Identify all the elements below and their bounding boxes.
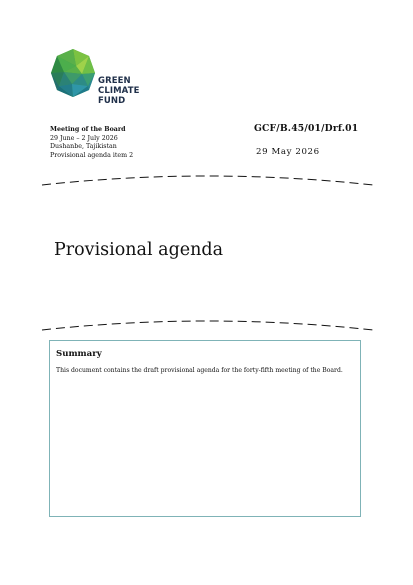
meeting-location: Dushanbe, Tajikistan <box>50 143 117 150</box>
logo-word-1: GREEN <box>98 76 131 86</box>
document-date: 29 May 2026 <box>256 147 320 157</box>
logo-wordmark <box>98 76 140 106</box>
page-title: Provisional agenda <box>54 240 224 260</box>
meeting-name: Meeting of the Board <box>50 126 126 133</box>
logo-word-3: FUND <box>98 96 126 106</box>
divider-arc-top <box>40 173 375 191</box>
summary-box <box>49 340 361 517</box>
logo-word-2: CLIMATE <box>98 86 140 96</box>
gcf-logo <box>50 48 150 110</box>
summary-heading: Summary <box>56 349 102 359</box>
document-reference: GCF/B.45/01/Drf.01 <box>254 123 359 134</box>
meeting-dates: 29 June – 2 July 2026 <box>50 134 118 142</box>
meeting-info <box>50 126 133 160</box>
globe-icon <box>50 48 96 98</box>
agenda-item: Provisional agenda item 2 <box>50 151 134 159</box>
divider-arc-bottom <box>40 318 375 336</box>
summary-text: This document contains the draft provisional agenda for the forty-fifth meeting of the Board. <box>56 367 343 374</box>
